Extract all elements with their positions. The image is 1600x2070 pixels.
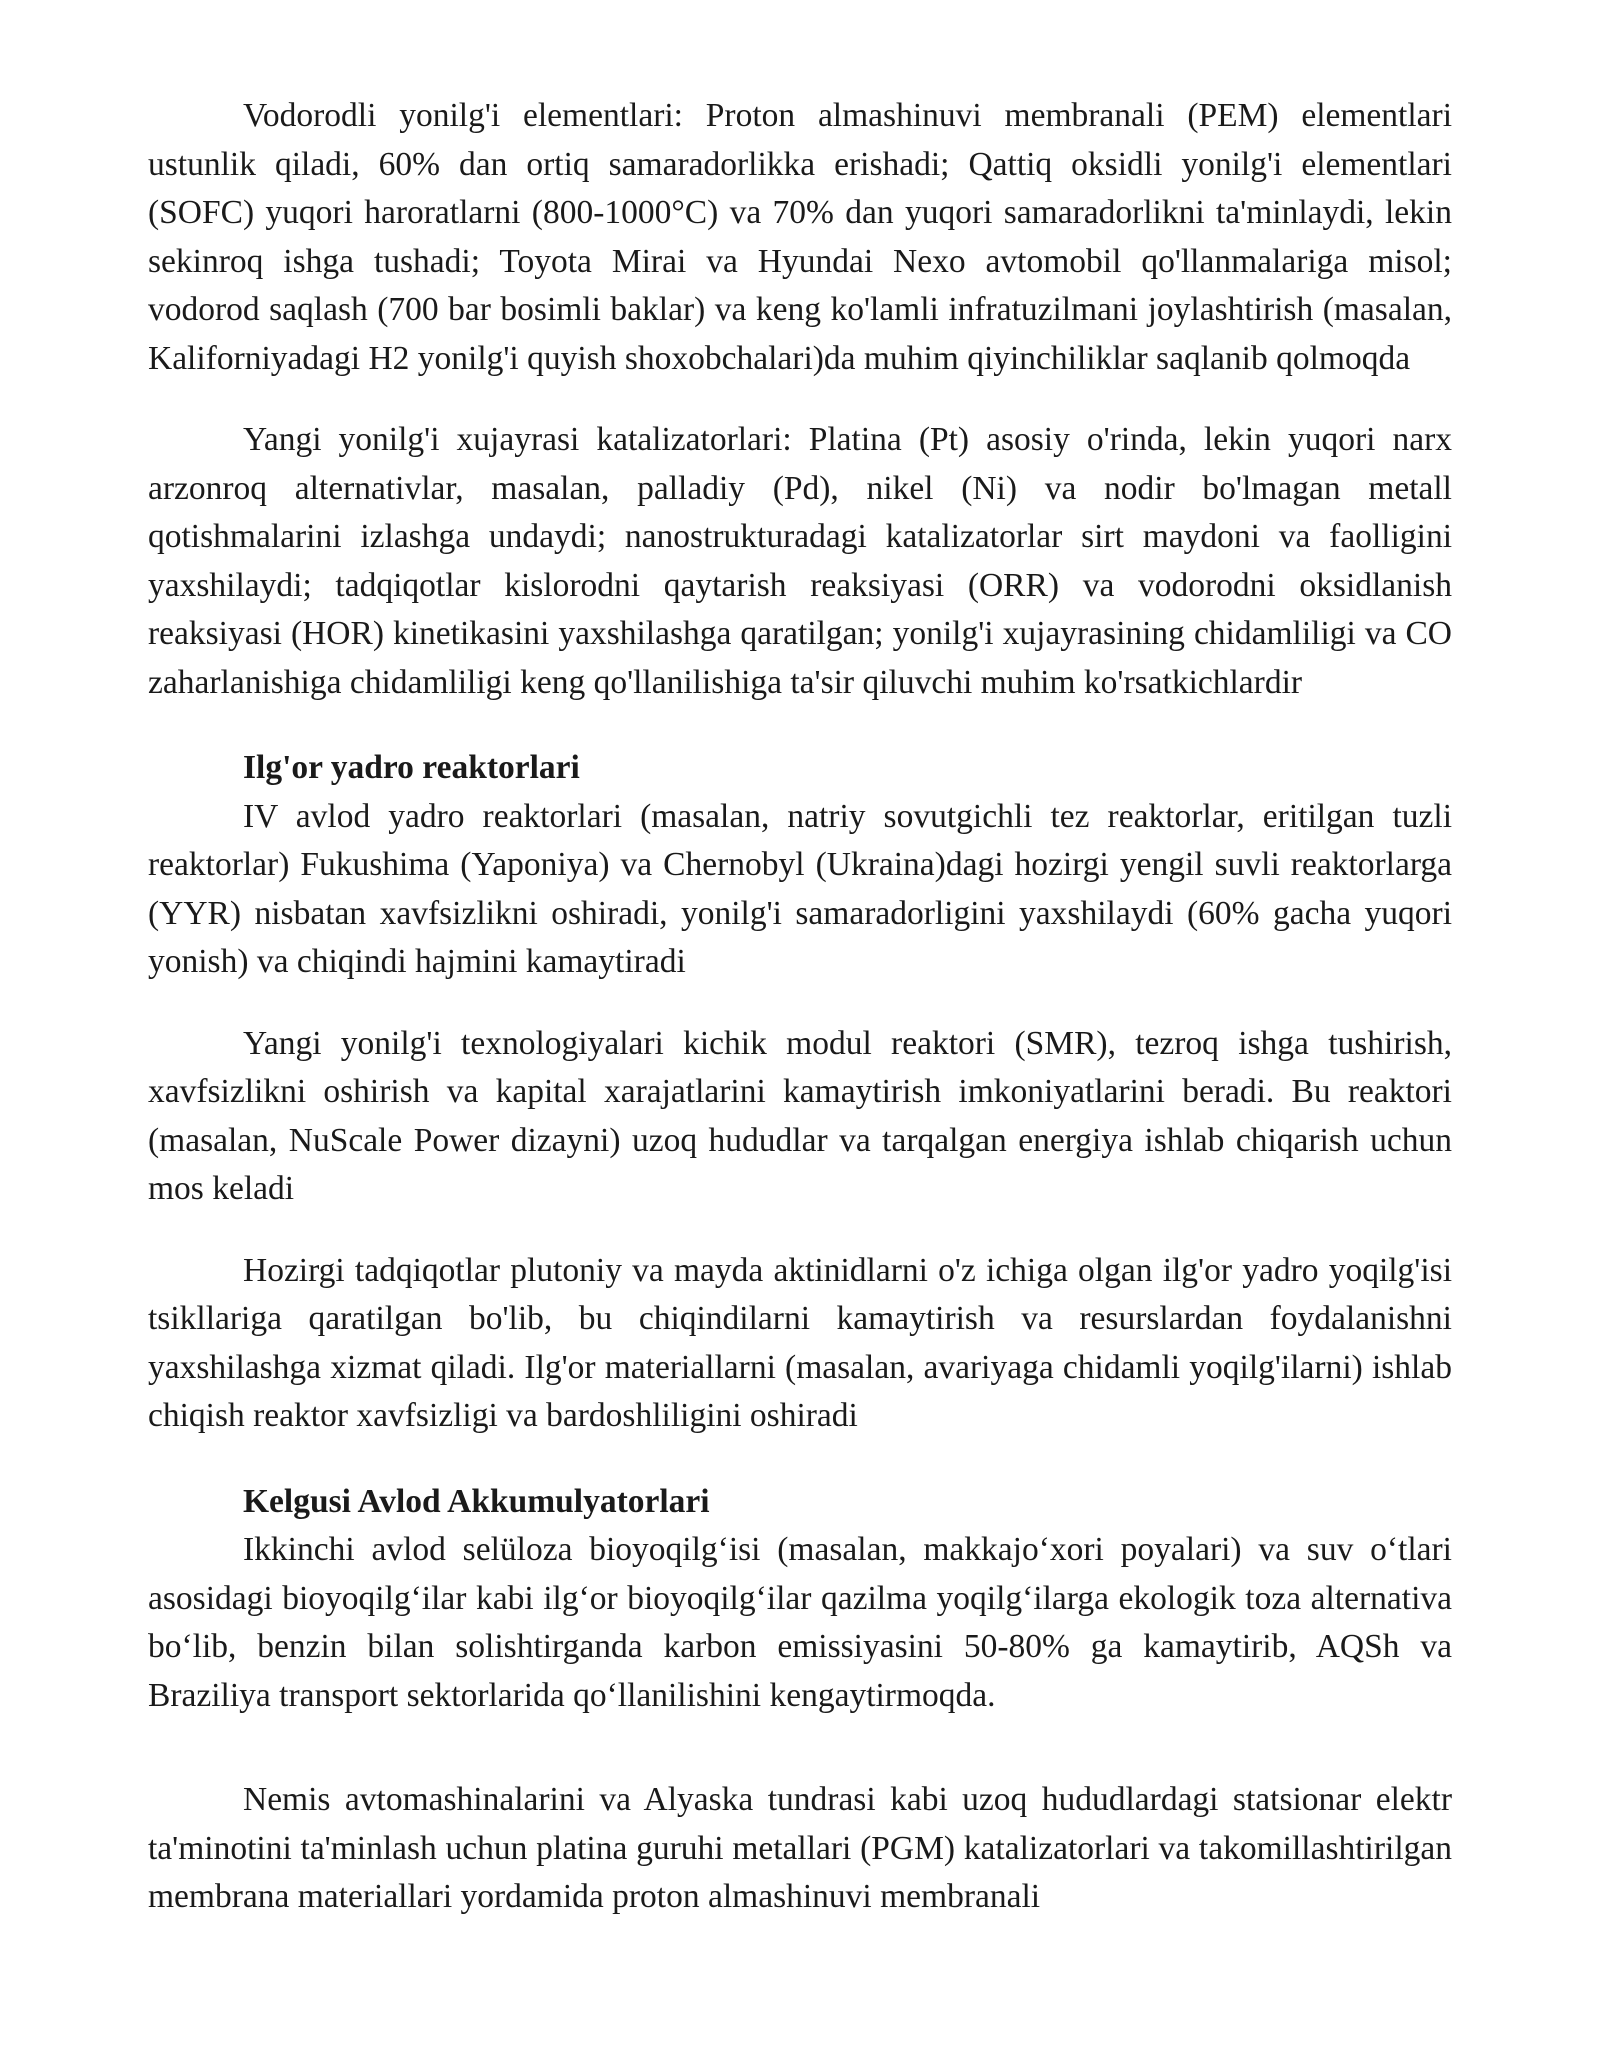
paragraph-advanced-biofuels: Ikkinchi avlod selüloza bioyoqilg‘isi (masalan, makkajo‘xori poyalari) va suv o‘tlari asosidagi bioyoqilg‘ilar kabi ilg‘or bioyoqilg‘ilar qazilma yoqilg‘ilarga ekologik toza alternativa bo‘lib, benzin bilan solishtirganda karbon emissiyasini 50-80% ga kamaytirib, AQSh va Braziliya transport sektorlarida qo‘llanilishini kengaytirmoqda. xyxy=(148,1531,1452,1714)
paragraph-small-modular-reactors: Yangi yonilg'i texnologiyalari kichik modul reaktori (SMR), tezroq ishga tushirish, xavfsizlikni oshirish va kapital xarajatlarini kamaytirish imkoniyatlarini beradi. Bu reaktori (masalan, NuScale Power dizayni) uzoq hududlar va tarqalgan energiya ishlab chiqarish uchun mos keladi xyxy=(148,1024,1452,1207)
section-heading-nuclear-reactors: Ilg'or yadro reaktorlari xyxy=(243,749,580,786)
section-heading-next-gen-batteries: Kelgusi Avlod Akkumulyatorlari xyxy=(243,1482,710,1520)
document-page xyxy=(148,92,1452,1922)
paragraph-fuel-cell-catalysts: Yangi yonilg'i xujayrasi katalizatorlari: Platina (Pt) asosiy o'rinda, lekin yuqori narx arzonroq alternativlar, masalan, palladiy (Pd), nikel (Ni) va nodir bo'lmagan metall qotishmalarini izlashga undaydi; nanostrukturadagi katalizatorlar sirt maydoni va faolligini yaxshilaydi; tadqiqotlar kislorodni qaytarish reaksiyasi (ORR) va vodorodni oksidlanish reaksiyasi (HOR) kinetikasini yaxshilashga qaratilgan; yonilg'i xujayrasining chidamliligi va CO zaharlanishiga chidamliligi keng qo'llanilishiga ta'sir qiluvchi muhim ko'rsatkichlardir xyxy=(148,421,1452,701)
paragraph-fuel-cycle-research: Hozirgi tadqiqotlar plutoniy va mayda aktinidlarni o'z ichiga olgan ilg'or yadro yoqilg'isi tsikllariga qaratilgan bo'lib, bu chiqindilarni kamaytirish va resurslardan foydalanishni yaxshilashga xizmat qiladi. Ilg'or materiallarni (masalan, avariyaga chidamli yoqilg'ilarni) ishlab chiqish reaktor xavfsizligi va bardoshliligini oshiradi xyxy=(148,1251,1452,1434)
paragraph-gen-iv-reactors: IV avlod yadro reaktorlari (masalan, natriy sovutgichli tez reaktorlar, eritilgan tuzli reaktorlar) Fukushima (Yaponiya) va Chernobyl (Ukraina)dagi hozirgi yengil suvli reaktorlarga (YYR) nisbatan xavfsizlikni oshiradi, yonilg'i samaradorligini yaxshilaydi (60% gacha yuqori yonish) va chiqindi hajmini kamaytiradi xyxy=(148,797,1452,980)
paragraph-pem-stationary-power: Nemis avtomashinalarini va Alyaska tundrasi kabi uzoq hududlardagi statsionar elektr ta'minotini ta'minlash uchun platina guruhi metallari (PGM) katalizatorlari va takomillashtirilgan membrana materiallari yordamida proton almashinuvi membranali xyxy=(148,1781,1452,1915)
paragraph-hydrogen-fuel-cells: Vodorodli yonilg'i elementlari: Proton almashinuvi membranali (PEM) elementlari ustunlik qiladi, 60% dan ortiq samaradorlikka erishadi; Qattiq oksidli yonilg'i elementlari (SOFC) yuqori haroratlarni (800-1000°C) va 70% dan yuqori samaradorlikni ta'minlaydi, lekin sekinroq ishga tushadi; Toyota Mirai va Hyundai Nexo avtomobil qo'llanmalariga misol; vodorod saqlash (700 bar bosimli baklar) va keng ko'lamli infratuzilmani joylashtirish (masalan, Kaliforniyadagi H2 yonilg'i quyish shoxobchalari)da muhim qiyinchiliklar saqlanib qolmoqda xyxy=(148,97,1452,377)
